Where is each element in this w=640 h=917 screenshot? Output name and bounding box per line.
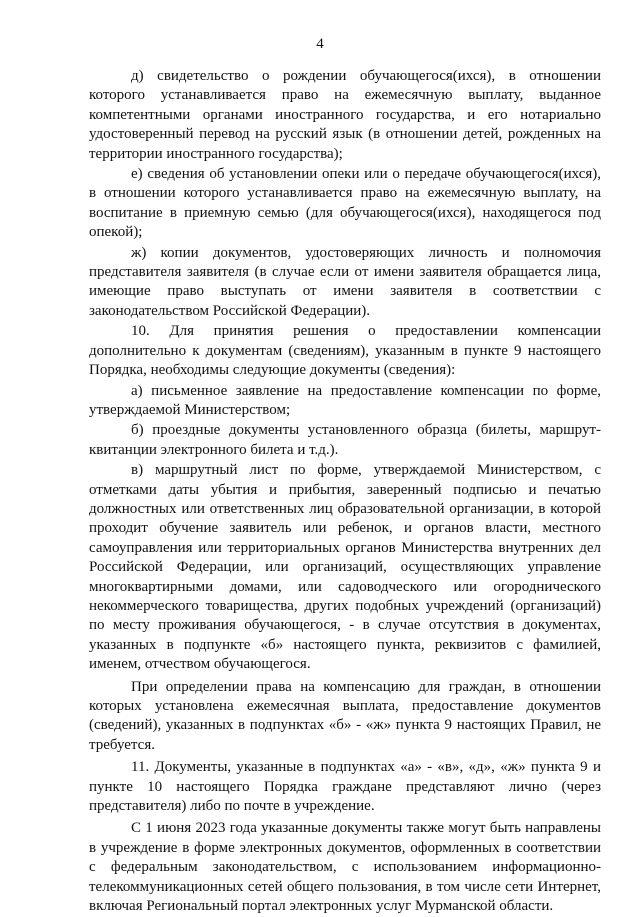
paragraph-zh-representative-docs: ж) копии документов, удостоверяющих личность и полномочия представителя заявителя (в случае если от имени заявителя обращается лица, имеющие право выступать от имени заявителя в соответствии с законодательством Российской Федерации). xyxy=(89,244,601,319)
document-body xyxy=(89,67,601,917)
paragraph-monthly-payment-note: При определении права на компенсацию для граждан, в отношении которых установлена ежемесячная выплата, предоставление документов (сведений), указанных в подпунктах «б» - «ж» пункта 9 настоящих Правил, не требуется. xyxy=(89,678,601,753)
paragraph-b-travel-docs: б) проездные документы установленного образца (билеты, маршрут-квитанции электронного билета и т.д.). xyxy=(89,422,601,458)
paragraph-d-birth-certificate: д) свидетельство о рождении обучающегося(ихся), в отношении которого устанавливается право на ежемесячную выплату, выданное компетентными органами иностранного государства, и его нотариально удостоверенный перевод на русский язык (в отношении детей, рожденных на территории иностранного государства); xyxy=(89,68,601,162)
paragraph-electronic-submission: С 1 июня 2023 года указанные документы также могут быть направлены в учреждение в форме электронных документов, оформленных в соответствии с федеральным законодательством, с использованием информационно-телекоммуникационных сетей общего пользования, в том числе сети Интернет, включая Региональный портал электронных услуг Мурманской области. xyxy=(89,820,601,915)
paragraph-10-required-docs: 10. Для принятия решения о предоставлении компенсации дополнительно к документам (сведениям), указанным в пункте 9 настоящего Порядка, необходимы следующие документы (сведения): xyxy=(89,323,601,379)
paragraph-e-guardianship: е) сведения об установлении опеки или о передаче обучающегося(ихся), в отношении которого устанавливается право на ежемесячную выплату, на воспитание в приемную семью (для обучающегося(ихся), находящегося под опекой); xyxy=(89,166,601,241)
paragraph-11-submission: 11. Документы, указанные в подпунктах «а» - «в», «д», «ж» пункта 9 и пункте 10 настоящего Порядка граждане представляют лично (через представителя) либо по почте в учреждение. xyxy=(89,759,601,815)
page-number: 4 xyxy=(316,36,324,52)
paragraph-a-application: а) письменное заявление на предоставление компенсации по форме, утверждаемой Министерством; xyxy=(89,382,601,418)
paragraph-v-route-sheet: в) маршрутный лист по форме, утверждаемой Министерством, с отметками даты убытия и прибытия, заверенный подписью и печатью должностных или ответственных лиц образовательной организации, в которой проходит обучение заявитель или ребенок, и органов власти, местного самоуправления или территориальных органов Министерства внутренних дел Российской Федерации, или организаций, осуществляющих управление многоквартирными домами, или садоводческого или огороднического некоммерческого товарищества, других подобных учреждений (организаций) по месту проживания обучающегося, - в случае отсутствия в документах, указанных в подпункте «б» настоящего пункта, реквизитов с фамилией, именем, отчеством обучающегося. xyxy=(89,462,601,673)
